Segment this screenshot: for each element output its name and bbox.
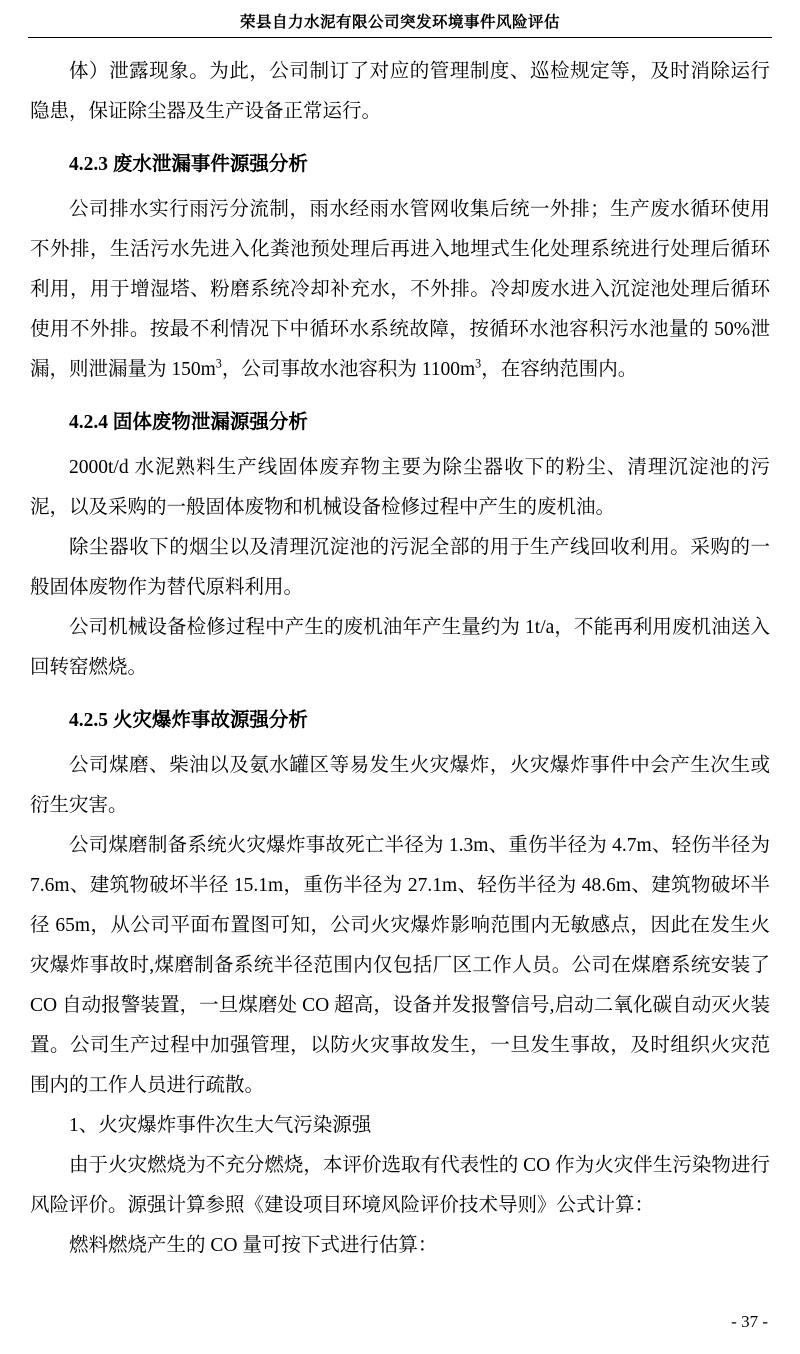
heading-4-2-3: 4.2.3 废水泄漏事件源强分析 (69, 154, 308, 175)
header-divider (28, 37, 772, 38)
superscript-cubic-meters-2: 3 (475, 356, 482, 371)
paragraph-4-2-4-1: 2000t/d 水泥熟料生产线固体废弃物主要为除尘器收下的粉尘、清理沉淀池的污泥，以及采购的一般固体废物和机械设备检修过程中产生的废机油。 (30, 457, 770, 518)
paragraph-4-2-3-1 (30, 190, 770, 390)
paragraph-4-2-5-2: 公司煤磨制备系统火灾爆炸事故死亡半径为 1.3m、重伤半径为 4.7m、轻伤半径为 7.6m、建筑物破坏半径 15.1m，重伤半径为 27.1m、轻伤半径为 48.6m、建筑物破坏半径 65m，从公司平面布置图可知，公司火灾爆炸影响范围内无敏感点，因此在发生火灾爆炸事故时,煤磨制备系统半径范围内仅包括厂区工作人员。公司在煤磨系统安装了 CO 自动报警装置，一旦煤磨处 CO 超高，设备并发报警信号,启动二氧化碳自动灭火装置。公司生产过程中加强管理，以防火灾事故发生，一旦发生事故，及时组织火灾范围内的工作人员进行疏散。 (30, 835, 770, 1096)
page-body (0, 52, 800, 1266)
paragraph-continued: 体）泄露现象。为此，公司制订了对应的管理制度、巡检规定等，及时消除运行隐患，保证除尘器及生产设备正常运行。 (30, 61, 770, 122)
paragraph-4-2-5-4: 燃料燃烧产生的 CO 量可按下式进行估算： (69, 1235, 438, 1256)
paragraph-4-2-4-3: 公司机械设备检修过程中产生的废机油年产生量约为 1t/a，不能再利用废机油送入回转窑燃烧。 (30, 617, 770, 678)
paragraph-4-2-3-1-part-a: 公司排水实行雨污分流制，雨水经雨水管网收集后统一外排；生产废水循环使用不外排，生活污水先进入化粪池预处理后再进入地埋式生化处理系统进行处理后循环利用，用于增湿塔、粉磨系统冷却补充水，不外排。冷却废水进入沉淀池处理后循环使用不外排。按最不利情况下中循环水系统故障，按循环水池容积污水池量的 50%泄漏，则泄漏量为 150m (30, 199, 770, 380)
superscript-cubic-meters-1: 3 (215, 356, 222, 371)
list-item-1: 1、火灾爆炸事件次生大气污染源强 (69, 1115, 372, 1136)
paragraph-4-2-3-1-part-b: ，公司事故水池容积为 1100m (221, 359, 476, 380)
page-header: 荣县自力水泥有限公司突发环境事件风险评估 (239, 14, 560, 31)
paragraph-4-2-3-1-part-c: ，在容纳范围内。 (481, 359, 638, 380)
paragraph-4-2-4-2: 除尘器收下的烟尘以及清理沉淀池的污泥全部的用于生产线回收利用。采购的一般固体废物作为替代原料利用。 (30, 537, 770, 598)
heading-4-2-4: 4.2.4 固体废物泄漏源强分析 (69, 412, 308, 433)
paragraph-4-2-5-3: 由于火灾燃烧为不充分燃烧，本评价选取有代表性的 CO 作为火灾伴生污染物进行风险评价。源强计算参照《建设项目环境风险评价技术导则》公式计算： (30, 1155, 770, 1216)
heading-4-2-5: 4.2.5 火灾爆炸事故源强分析 (69, 710, 308, 731)
page-number: - 37 - (731, 1312, 768, 1331)
paragraph-4-2-5-1: 公司煤磨、柴油以及氨水罐区等易发生火灾爆炸，火灾爆炸事件中会产生次生或衍生灾害。 (30, 755, 770, 816)
